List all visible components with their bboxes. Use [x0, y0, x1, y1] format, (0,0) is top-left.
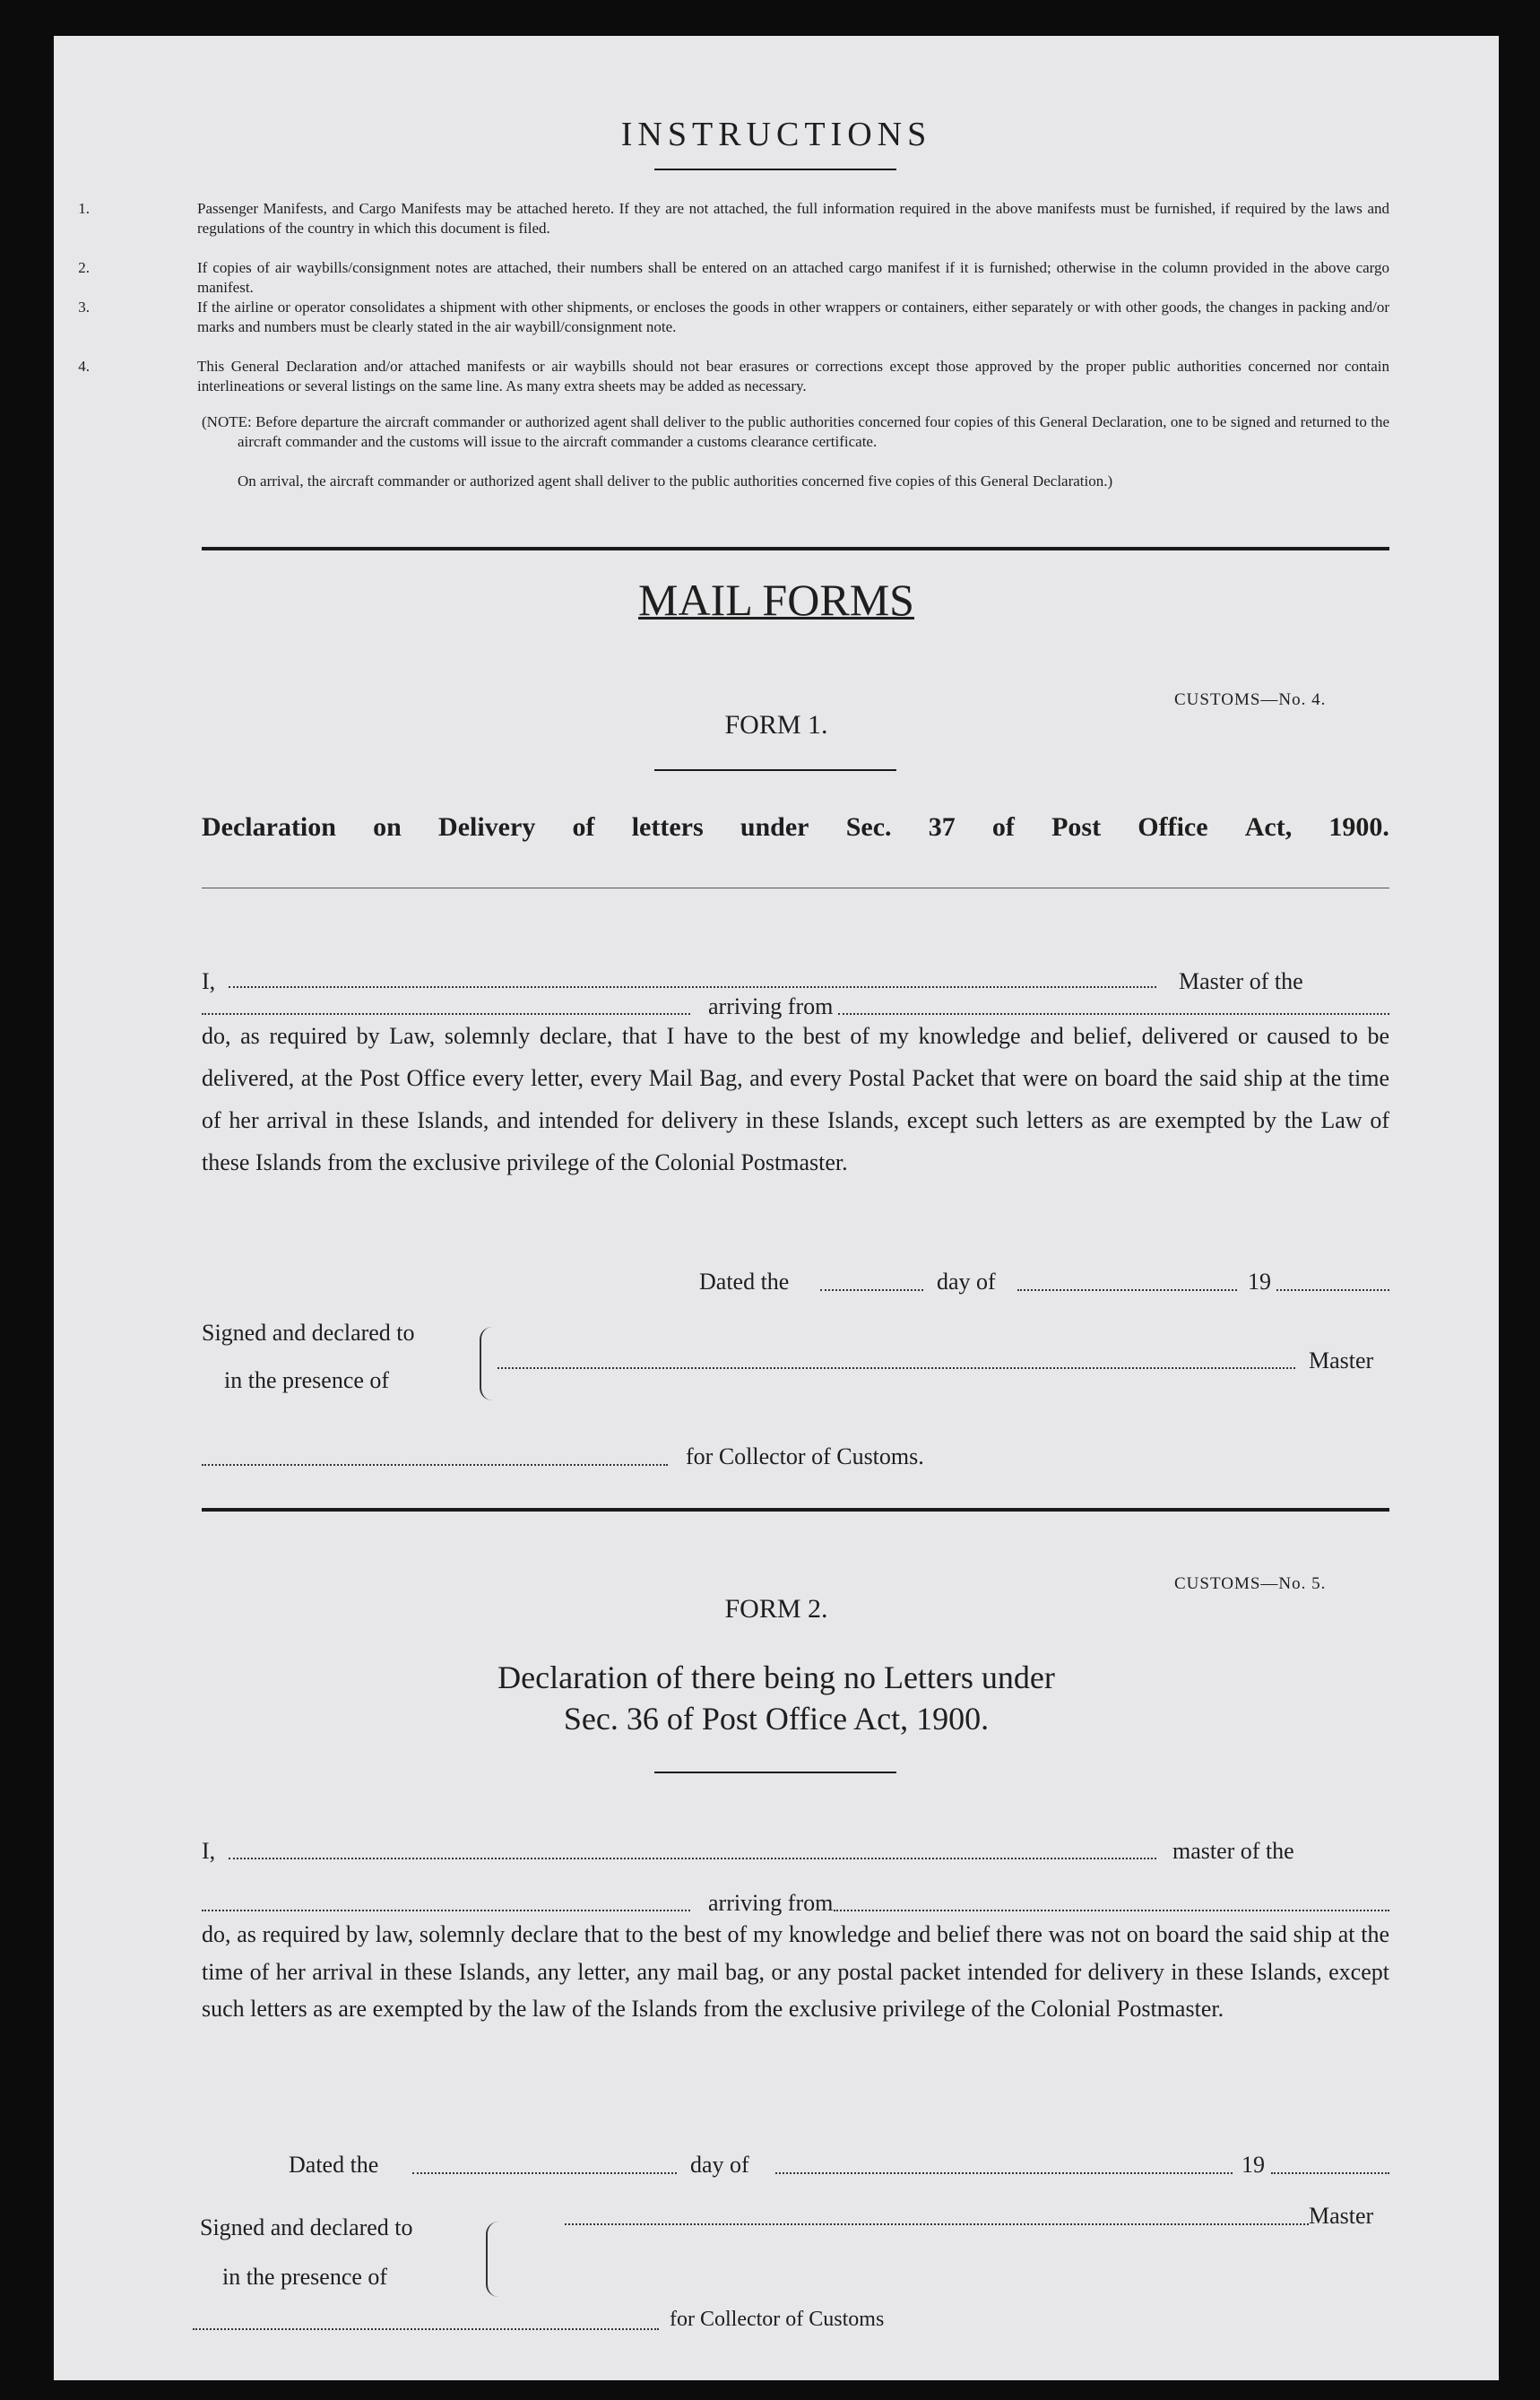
heading-word: 37: [928, 812, 956, 842]
form2-collector-signature-field[interactable]: [193, 2328, 659, 2330]
form2-heading-line1: Declaration of there being no Letters under: [497, 1659, 1055, 1695]
form1-title: FORM 1.: [724, 710, 828, 740]
title-underline: [654, 169, 896, 170]
form1-collector-signature-field[interactable]: [202, 1464, 668, 1466]
form1-master-of-label: Master of the: [1179, 968, 1303, 994]
form1-month-field[interactable]: [1017, 1289, 1237, 1291]
heading-word: under: [740, 812, 809, 842]
instruction-text: This General Declaration and/or attached manifests or air waybills should not bear erasures or corrections except those approved by the proper public authorities concerned nor contain interlineations or several listings on the same line. As many extra sheets may be added as necessary.: [197, 358, 1389, 394]
form1-year-field[interactable]: [1276, 1289, 1389, 1291]
heading-word: Office: [1138, 812, 1208, 842]
instruction-item-3: [78, 298, 1389, 336]
form2-arriving-label: arriving from: [708, 1890, 834, 1916]
instruction-text: Passenger Manifests, and Cargo Manifests may be attached hereto. If they are not attached, the full information required in the above manifests must be furnished, if required by the laws and regulations of the country in which this document is filed.: [197, 200, 1389, 237]
heading-word: letters: [631, 812, 704, 842]
form1-signed-label: Signed and declared to: [202, 1320, 415, 1346]
form2-year-field[interactable]: [1271, 2172, 1389, 2174]
form1-customs-number: CUSTOMS—No. 4.: [1174, 690, 1327, 709]
instruction-num: 3.: [78, 299, 90, 316]
instruction-num: 1.: [78, 200, 90, 217]
heading-word: of: [572, 812, 595, 842]
form2-heading-underline: [654, 1772, 896, 1773]
form2-ship-field[interactable]: [202, 1910, 690, 1911]
form2-dated-label: Dated the: [289, 2152, 379, 2178]
form2-day-of-label: day of: [690, 2152, 749, 2178]
heading-word: of: [991, 812, 1015, 842]
form1-day-of-label: day of: [937, 1269, 996, 1295]
form1-master-signature-field[interactable]: [497, 1367, 1295, 1369]
form2-heading: [54, 1657, 1499, 1739]
form1-arriving-label: arriving from: [708, 993, 834, 1019]
form2-collector-label: for Collector of Customs: [670, 2308, 885, 2331]
heading-word: Declaration: [202, 812, 336, 842]
form1-brace: [480, 1327, 492, 1400]
form2-heading-line2: Sec. 36 of Post Office Act, 1900.: [563, 1701, 990, 1737]
form2-master-label: Master: [1309, 2203, 1374, 2229]
form1-collector-label: for Collector of Customs.: [686, 1443, 924, 1469]
heading-word: Act,: [1244, 812, 1293, 842]
heading-word: 1900.: [1328, 812, 1389, 842]
form2-date-field[interactable]: [412, 2172, 677, 2174]
form1-i-label: I,: [202, 968, 216, 994]
instruction-num: 2.: [78, 259, 90, 276]
instruction-num: 4.: [78, 358, 90, 375]
form2-brace: [486, 2222, 498, 2297]
instruction-note: (NOTE: Before departure the aircraft commander or authorized agent shall deliver to the public authorities concerned four copies of this General Declaration, one to be signed and returned to the aircraft commander and the customs will issue to the aircraft commander a customs clearance certificate.: [202, 413, 1389, 450]
form-divider: [202, 1508, 1389, 1512]
form1-master-label: Master: [1309, 1347, 1374, 1373]
form1-heading: [202, 812, 1389, 843]
form2-arriving-field[interactable]: [834, 1910, 1389, 1911]
form2-year-label: 19: [1242, 2152, 1265, 2178]
heading-word: Post: [1051, 812, 1102, 842]
instruction-item-1: [78, 199, 1389, 238]
form1-dated-label: Dated the: [699, 1269, 790, 1295]
form2-presence-label: in the presence of: [222, 2264, 388, 2290]
form2-body: do, as required by law, solemnly declare that to the best of my knowledge and belief there was not on board the said ship at the time of her arrival in these Islands, any letter, any mail bag, or any postal packet intended for delivery in these Islands, except such letters as are exempted by the law of the Islands from the exclusive privilege of the Colonial Postmaster.: [202, 1921, 1389, 2022]
form2-name-field[interactable]: [229, 1858, 1156, 1859]
instruction-item-2: [78, 258, 1389, 297]
form1-name-field[interactable]: [229, 986, 1156, 988]
form1-presence-label: in the presence of: [224, 1367, 390, 1393]
form2-master-of-label: master of the: [1172, 1838, 1294, 1864]
form1-year-label: 19: [1248, 1269, 1271, 1295]
form2-signed-label: Signed and declared to: [200, 2214, 413, 2240]
form2-master-signature-field[interactable]: [565, 2223, 1309, 2225]
instruction-text: If copies of air waybills/consignment notes are attached, their numbers shall be entered on an attached cargo manifest if it is furnished; otherwise in the column provided in the above cargo manifest.: [197, 259, 1389, 296]
form2-i-label: I,: [202, 1838, 216, 1864]
form1-body: do, as required by Law, solemnly declare, that I have to the best of my knowledge and belief, delivered or caused to be delivered, at the Post Office every letter, every Mail Bag, and every Postal Packet that were on board the said ship at the time of her arrival in these Islands, and intended for delivery in these Islands, except such letters as are exempted by the Law of these Islands from the exclusive privilege of the Colonial Postmaster.: [202, 1023, 1389, 1175]
form1-title-underline: [654, 769, 896, 771]
heading-word: Delivery: [438, 812, 536, 842]
mail-forms-title: MAIL FORMS: [638, 575, 914, 625]
instruction-item-4: [78, 357, 1389, 395]
instructions-title: INSTRUCTIONS: [620, 116, 932, 153]
instruction-text: If the airline or operator consolidates a shipment with other shipments, or encloses the goods in other wrappers or containers, either separately or with other goods, the changes in packing and/or marks and numbers must be clearly stated in the air waybill/consignment note.: [197, 299, 1389, 335]
document-page: [54, 36, 1499, 2380]
heading-word: Sec.: [845, 812, 892, 842]
section-divider: [202, 547, 1389, 550]
form2-month-field[interactable]: [775, 2172, 1233, 2174]
instruction-note-cont: On arrival, the aircraft commander or authorized agent shall deliver to the public authorities concerned five copies of this General Declaration.): [238, 472, 1113, 490]
form1-date-field[interactable]: [820, 1289, 923, 1291]
form2-title: FORM 2.: [724, 1594, 828, 1624]
heading-word: on: [373, 812, 402, 842]
form2-customs-number: CUSTOMS—No. 5.: [1174, 1574, 1327, 1593]
